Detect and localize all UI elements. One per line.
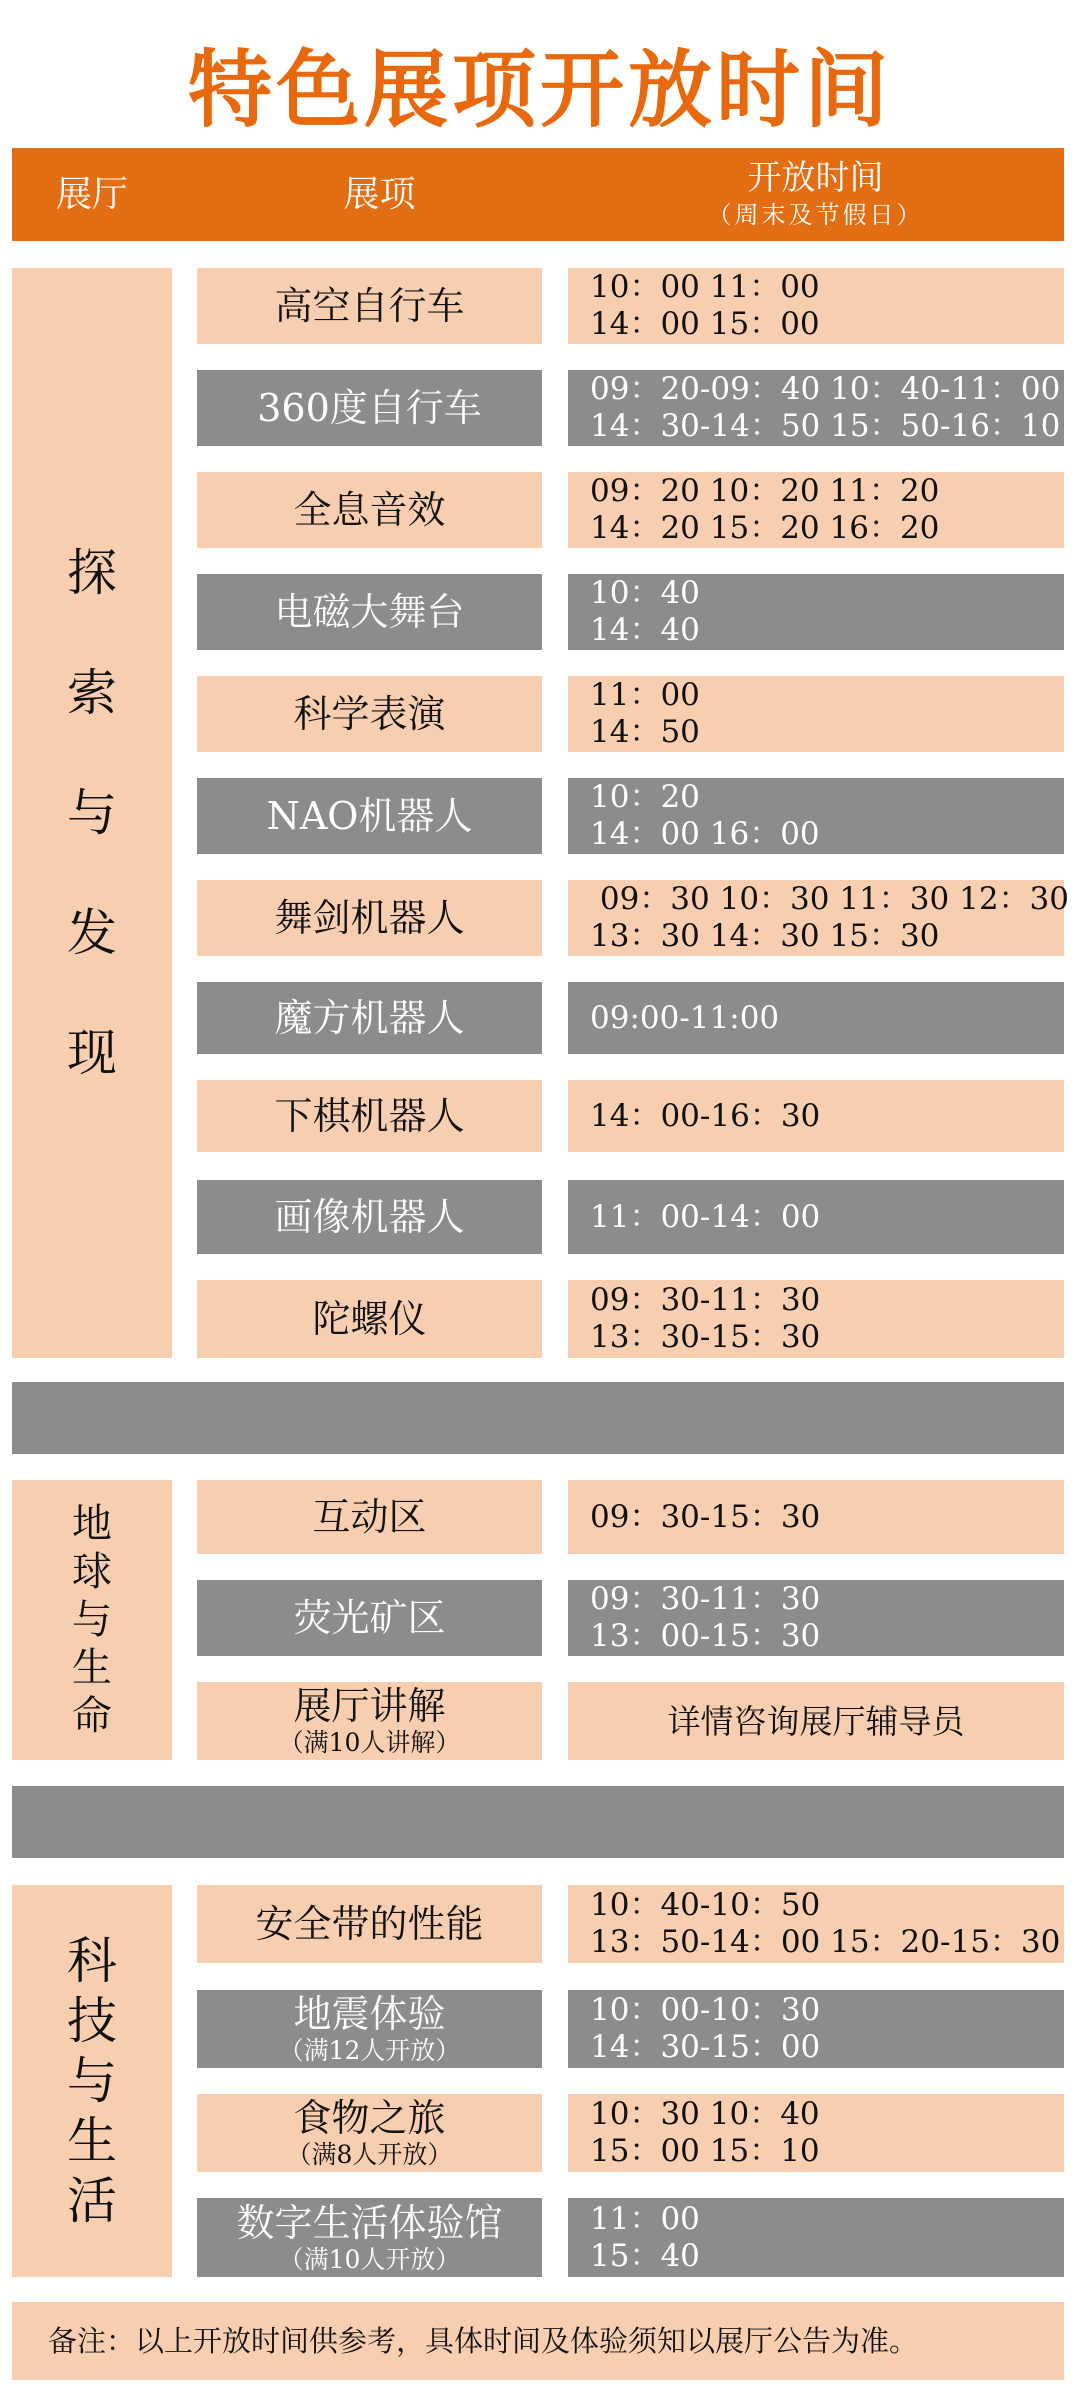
- open-time-line: 15：00 15：10: [590, 2133, 820, 2169]
- section-divider: [12, 1382, 1064, 1454]
- header-hall: 展厅: [55, 174, 128, 215]
- hall-char: 生: [72, 1645, 112, 1691]
- hall-char: 与: [67, 784, 117, 842]
- open-time-line: 14：20 15：20 16：20: [590, 510, 940, 546]
- exhibit-name-cell: [197, 2198, 542, 2277]
- header-item: 展项: [343, 174, 416, 215]
- exhibit-name-cell: [197, 1682, 542, 1760]
- exhibit-name-cell: [197, 370, 542, 446]
- exhibit-name-cell: [197, 472, 542, 548]
- exhibit-name-cell: [197, 778, 542, 854]
- footer-note: 备注：以上开放时间供参考，具体时间及体验须知以展厅公告为准。: [12, 2302, 1064, 2380]
- exhibit-name: 荧光矿区: [293, 1596, 446, 1640]
- exhibit-name: 下棋机器人: [274, 1094, 465, 1138]
- open-time-cell: [568, 676, 1064, 752]
- exhibit-name: 电磁大舞台: [274, 590, 465, 634]
- exhibit-note: （满10人讲解）: [278, 1728, 461, 1757]
- open-time-line: 11：00: [590, 2200, 700, 2237]
- open-time-line: 09：20-09：40 10：40-11：00: [590, 371, 1061, 407]
- header-time: [567, 156, 1064, 230]
- open-time-cell: [568, 1990, 1064, 2068]
- exhibit-name-cell: [197, 1280, 542, 1358]
- open-time-line: 详情咨询展厅辅导员: [667, 1701, 965, 1741]
- table-header: [12, 148, 1064, 241]
- open-time-line: 11：00-14：00: [590, 1198, 821, 1235]
- exhibit-name: 地震体验: [293, 1992, 446, 2036]
- open-time-cell: [568, 1080, 1064, 1152]
- exhibit-name: NAO机器人: [266, 794, 473, 838]
- hall-char: 技: [67, 1992, 117, 2050]
- exhibit-name: 互动区: [312, 1495, 427, 1539]
- exhibit-name: 展厅讲解: [293, 1684, 446, 1728]
- open-time-cell: [568, 574, 1064, 650]
- hall-char: 生: [67, 2112, 117, 2170]
- open-time-cell: [568, 268, 1064, 344]
- exhibit-note: （满10人开放）: [278, 2244, 461, 2274]
- open-time-line: 14：30-15：00: [590, 2029, 821, 2065]
- open-time-line: 10：40: [590, 575, 700, 611]
- hall-char: 命: [72, 1693, 112, 1739]
- exhibit-name-cell: [197, 2094, 542, 2172]
- open-time-line: 09：30 10：30 11：30 12：30: [590, 881, 1069, 917]
- header-time-note: （周末及节假日）: [707, 201, 924, 229]
- open-time-cell: [568, 982, 1064, 1054]
- open-time-cell: [568, 778, 1064, 854]
- open-time-line: 10：20: [590, 779, 700, 815]
- hall-explore-discover: [12, 268, 172, 1358]
- open-time-line: 14：00-16：30: [590, 1097, 821, 1134]
- open-time-line: 14：30-14：50 15：50-16：10: [590, 408, 1061, 444]
- exhibit-name-cell: [197, 1990, 542, 2068]
- exhibit-name-cell: [197, 676, 542, 752]
- exhibit-note: （满12人开放）: [278, 2036, 461, 2065]
- open-time-line: 14：00 16：00: [590, 816, 820, 852]
- open-time-line: 14：50: [590, 714, 700, 750]
- hall-char: 活: [67, 2172, 117, 2230]
- exhibit-name: 全息音效: [293, 488, 446, 532]
- open-time-line: 13：30-15：30: [590, 1319, 821, 1355]
- open-time-line: 10：00-10：30: [590, 1992, 821, 2028]
- open-time-cell: [568, 1682, 1064, 1760]
- exhibit-name: 数字生活体验馆: [236, 2200, 503, 2245]
- exhibit-name-cell: [197, 1885, 542, 1963]
- open-time-cell: [568, 1280, 1064, 1358]
- hall-char: 发: [67, 904, 117, 962]
- hall-char: 探: [67, 544, 117, 602]
- open-time-cell: [568, 2094, 1064, 2172]
- open-time-line: 09：30-11：30: [590, 1282, 821, 1318]
- exhibit-name: 画像机器人: [274, 1195, 465, 1239]
- exhibit-name-cell: [197, 268, 542, 344]
- hall-char: 索: [67, 664, 117, 722]
- page-title: 特色展项开放时间: [187, 41, 892, 139]
- exhibit-name-cell: [197, 1180, 542, 1254]
- exhibit-name: 魔方机器人: [274, 996, 465, 1040]
- exhibit-name: 陀螺仪: [312, 1297, 427, 1341]
- exhibit-name-cell: [197, 1480, 542, 1554]
- exhibit-name-cell: [197, 880, 542, 956]
- hall-char: 科: [67, 1932, 117, 1990]
- open-time-cell: [568, 370, 1064, 446]
- open-time-line: 13：00-15：30: [590, 1618, 821, 1654]
- hall-char: 与: [72, 1597, 112, 1643]
- exhibit-name-cell: [197, 982, 542, 1054]
- exhibit-name-cell: [197, 574, 542, 650]
- hall-tech-life: [12, 1885, 172, 2277]
- section-divider: [12, 1786, 1064, 1858]
- open-time-line: 09：20 10：20 11：20: [590, 473, 940, 509]
- open-time-line: 10：00 11：00: [590, 269, 820, 305]
- open-time-line: 15：40: [590, 2237, 700, 2274]
- hall-earth-life: [12, 1480, 172, 1760]
- open-time-line: 09：30-15：30: [590, 1498, 821, 1535]
- exhibit-name: 科学表演: [293, 692, 446, 736]
- open-time-line: 11：00: [590, 677, 700, 713]
- open-time-cell: [568, 2198, 1064, 2277]
- exhibit-name: 安全带的性能: [255, 1902, 484, 1946]
- exhibit-name-cell: [197, 1080, 542, 1152]
- exhibit-name-cell: [197, 1580, 542, 1656]
- exhibit-note: （满8人开放）: [286, 2140, 453, 2169]
- open-time-line: 14：40: [590, 612, 700, 648]
- open-time-line: 09：30-11：30: [590, 1581, 821, 1617]
- open-time-cell: [568, 880, 1069, 956]
- open-time-line: 10：40-10：50: [590, 1887, 821, 1923]
- header-time-label: 开放时间: [747, 158, 884, 198]
- open-time-cell: [568, 1480, 1064, 1554]
- hall-char: 球: [72, 1549, 112, 1595]
- hall-char: 与: [67, 2052, 117, 2110]
- open-time-line: 14：00 15：00: [590, 306, 820, 342]
- open-time-line: 13：50-14：00 15：20-15：30: [590, 1924, 1061, 1960]
- hall-char: 现: [67, 1024, 117, 1082]
- open-time-cell: [568, 1885, 1064, 1963]
- open-time-line: 10：30 10：40: [590, 2096, 820, 2132]
- exhibit-name: 食物之旅: [293, 2096, 446, 2140]
- exhibit-name: 高空自行车: [274, 284, 465, 328]
- exhibit-name: 舞剑机器人: [274, 896, 465, 940]
- open-time-cell: [568, 472, 1064, 548]
- open-time-line: 13：30 14：30 15：30: [590, 918, 940, 954]
- open-time-cell: [568, 1580, 1064, 1656]
- hall-char: 地: [72, 1501, 112, 1547]
- open-time-cell: [568, 1180, 1064, 1254]
- open-time-line: 09:00-11:00: [590, 999, 780, 1036]
- exhibit-name: 360度自行车: [257, 386, 482, 430]
